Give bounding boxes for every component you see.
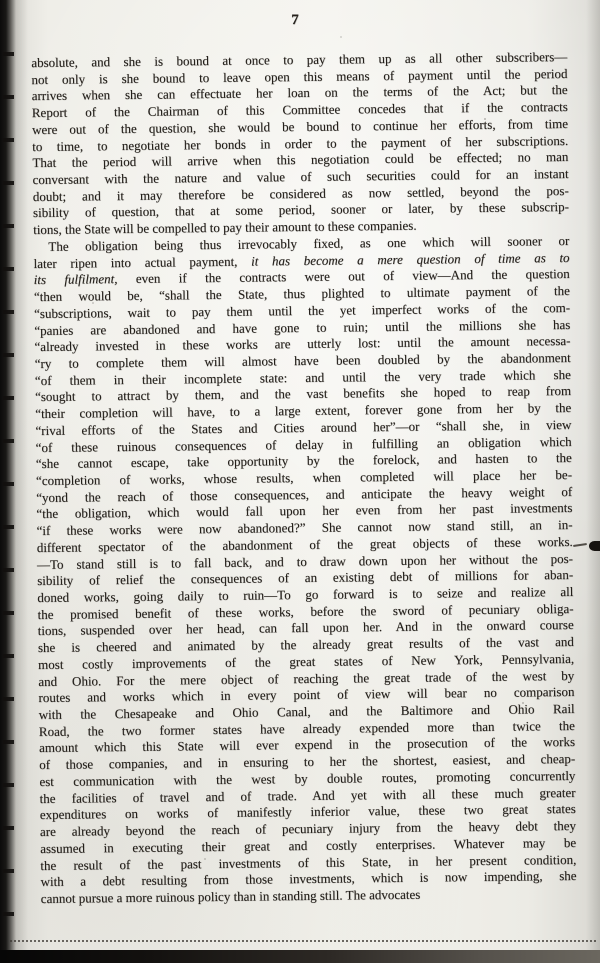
text-segment: the promised benefit of these works, before the sword of pecuniary obliga- [37, 600, 574, 622]
text-segment: Road, the two former states have already expended more than twice the [38, 717, 575, 739]
text-segment: sibility of relief the consequences of an existing debt of millions for aban- [37, 567, 574, 589]
text-segment: “already invested in these works are utterly lost: until the amount necessa- [34, 333, 571, 355]
text-segment: its fulfilment, [33, 271, 118, 288]
text-segment: the result of the past investments of this State, in her present condition, [40, 851, 577, 873]
text-segment: “if these works were now abandoned?” She cannot now stand still, an in- [36, 517, 573, 539]
text-segment: absolute, and she is bound at once to pay them up as all other subscribers— [31, 48, 568, 71]
text-segment: “then would be, “shall the State, thus plighted to ultimate payment of the [33, 283, 570, 305]
text-segment: Report of the Chairman of this Committee concedes that if the contracts [31, 99, 568, 121]
text-segment: “panies are abandoned and have gone to ruin; until the millions she has [34, 316, 571, 338]
text-segment: —To stand still is to fall back, and to draw down upon her without the pos- [36, 550, 574, 572]
text-segment: later ripen into actual payment, [33, 253, 252, 271]
text-segment: with a debt resulting from those investments, which is now impending, she [40, 868, 577, 890]
text-segment: even if the contracts were out of view—And the question [117, 266, 570, 287]
text-segment: tions, the State will be compelled to pay their amount to these companies. [33, 217, 417, 238]
text-segment: amount which this State will ever expend in the prosecution of the works [38, 734, 576, 756]
text-segment: tions, suspended over her head, can fall upon her. And in the onward course [37, 617, 574, 639]
text-segment: and Ohio. For the mere object of reaching the great trade of the west by [38, 667, 575, 689]
text-segment: “sought to attract by them, and the vast benefits she hoped to reap from [34, 383, 572, 405]
text-segment: “subscriptions, wait to pay them until the yet imperfect works of the com- [34, 299, 571, 321]
text-segment: “of them in their incomplete state: and until the very trade which she [34, 366, 571, 388]
text-segment: were out of the question, she would be bound to continue her efforts, from time [31, 115, 569, 137]
text-segment: different spectator of the abandonment of the great objects of these works. [36, 533, 573, 555]
text-segment: “their completion will have, to a large extent, forever gone from her by the [35, 400, 572, 422]
text-segment: “rival efforts of the States and Cities around her”—or “shall she, in view [35, 416, 572, 438]
text-segment: it has become a mere question of time as to [250, 249, 570, 269]
text-segment: arrives when she can effectuate her loan on the terms of the Act; but the [31, 82, 568, 104]
text-segment: the facilities of travel and of trade. And yet with all these much greater [39, 784, 576, 806]
right-edge-shadow [586, 0, 600, 963]
page-number: 7 [291, 12, 299, 28]
text-segment: cannot pursue a more ruinous policy than in standing still. The advocates [40, 886, 421, 906]
margin-ink-blob [589, 541, 600, 551]
text-segment: doubt; and it may therefore be considered as now settled, beyond the pos- [32, 182, 569, 204]
text-segment: with the Chesapeake and Ohio Canal, and the Baltimore and Ohio Rail [38, 700, 575, 723]
text-segment: assumed in executing their great and costly enterprises. Whatever may be [40, 834, 577, 856]
text-segment: est communication with the west by double routes, promoting concurrently [39, 767, 576, 789]
binding-tick-marks [3, 52, 14, 927]
text-segment: That the period will arrive when this negotiation could be effected; no man [32, 149, 569, 171]
bottom-scan-band [0, 950, 600, 963]
text-segment: sibility of question, that at some period, sooner or later, by these subscrip- [32, 199, 570, 221]
text-segment: of those companies, and in ensuring to her the shortest, easiest, and cheap- [39, 751, 576, 773]
text-segment: doned works, going daily to ruin—To go forward is to seize and realize all [37, 583, 574, 606]
text-block [31, 49, 577, 908]
text-segment: expenditures on works of manifestly inferior value, these two great states [39, 801, 576, 823]
text-segment: “of these ruinous consequences of delay in fulfilling an obligation which [35, 433, 572, 455]
text-segment: “completion of works, whose results, when completed will place her be- [35, 466, 573, 489]
text-segment: The obligation being thus irrevocably fixed, as one which will sooner or [48, 232, 570, 254]
bottom-dotted-rule [10, 940, 596, 942]
text-segment: “yond the reach of those consequences, and anticipate the heavy weight of [36, 483, 573, 505]
text-segment: “the obligation, which would fall upon her even from her past investments [36, 500, 573, 522]
margin-squiggle [573, 543, 587, 547]
text-segment: routes and works which in every point of view will bear no comparison [38, 684, 575, 706]
text-segment: conversant with the nature and value of such securities could for an instant [32, 166, 569, 188]
text-segment: not only is she bound to leave open this means of payment until the period [31, 65, 568, 87]
text-segment: to time, to negotiate her bonds in order to the payment of her subscriptions. [32, 132, 569, 154]
paragraph [33, 233, 577, 908]
text-segment: “she cannot escape, take opportunity by the forelock, and hasten to the [35, 450, 572, 472]
text-segment: most costly improvements of the great states of New York, Pennsylvania, [38, 650, 575, 672]
margin-pen-mark [572, 538, 600, 552]
paragraph [31, 49, 569, 239]
text-segment: she is cheered and animated by the already great results of the vast and [37, 634, 574, 656]
text-segment: “ry to complete them will almost have been doubled by the abandonment [34, 349, 571, 371]
text-segment: are already beyond the reach of pecuniary injury from the heavy debt they [39, 818, 577, 840]
